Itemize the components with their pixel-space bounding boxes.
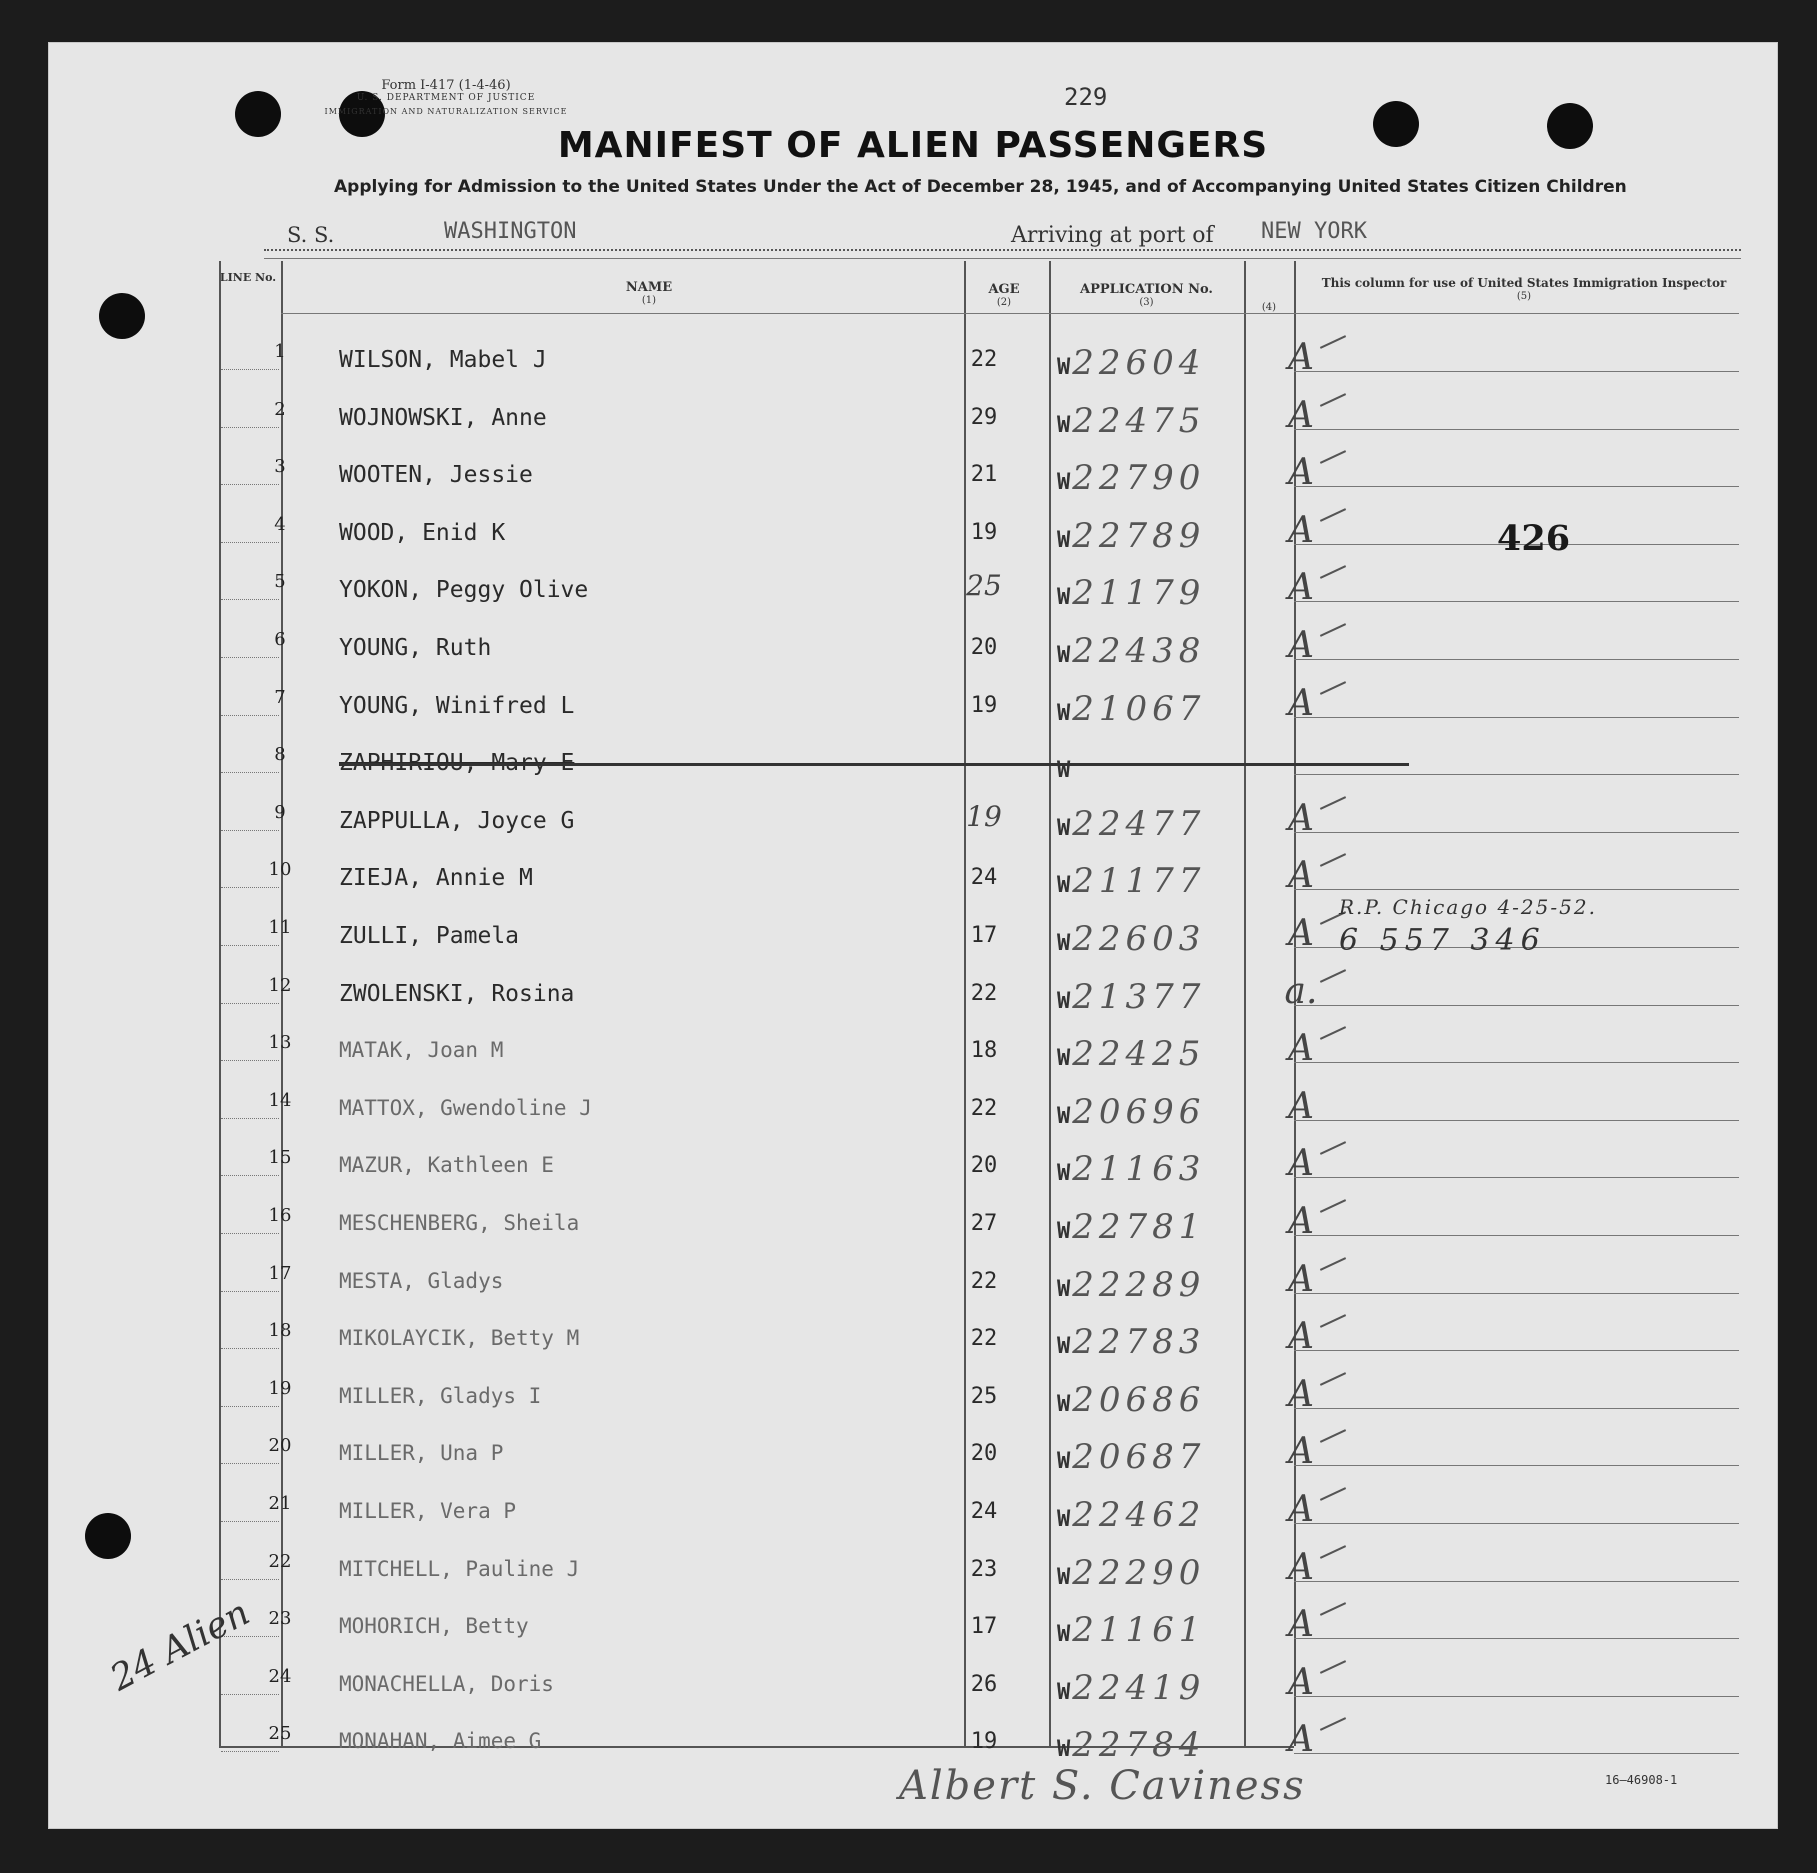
row-rule — [221, 1463, 279, 1464]
passenger-name: MITCHELL, Pauline J — [339, 1556, 580, 1581]
row-rule — [221, 427, 279, 428]
passenger-age: 24 — [970, 1499, 998, 1524]
application-prefix: W — [1057, 470, 1071, 496]
line-number: 8 — [274, 744, 286, 766]
row-rule — [1294, 1005, 1739, 1006]
application-digits: 21177 — [1072, 861, 1206, 902]
table-row — [49, 679, 1777, 727]
check-mark — [1320, 393, 1346, 407]
status-mark: A — [1288, 625, 1314, 666]
col-header-name: NAME (1) — [625, 280, 673, 306]
divider — [264, 258, 1741, 259]
application-prefix: W — [1057, 1391, 1071, 1417]
application-number — [1057, 689, 1205, 729]
line-number: 13 — [268, 1032, 292, 1054]
row-rule — [221, 369, 279, 370]
check-mark — [1320, 1430, 1346, 1444]
application-digits: 22784 — [1072, 1725, 1206, 1766]
application-number — [1057, 516, 1205, 556]
row-rule — [221, 887, 279, 888]
row-rule — [1294, 1523, 1739, 1524]
passenger-name: MOHORICH, Betty — [339, 1614, 529, 1639]
line-number: 15 — [268, 1147, 292, 1169]
status-mark: A — [1288, 682, 1314, 724]
passenger-age: 22 — [970, 1268, 998, 1294]
application-number — [1057, 1207, 1205, 1247]
table-row — [49, 1715, 1777, 1766]
application-digits: 21067 — [1072, 688, 1206, 729]
passenger-name: ZAPPULLA, Joyce G — [339, 807, 575, 834]
application-digits: 20696 — [1072, 1091, 1206, 1132]
table-row — [49, 967, 1777, 1015]
grid-line — [1049, 313, 1244, 314]
application-number — [1057, 746, 1072, 786]
table-row — [49, 563, 1777, 614]
status-mark: A — [1288, 337, 1314, 378]
table-row — [49, 1082, 1777, 1130]
check-mark — [1320, 1660, 1346, 1674]
application-number — [1057, 1092, 1205, 1132]
table-row — [49, 1370, 1777, 1418]
status-mark: A — [1288, 913, 1314, 954]
check-mark — [1320, 1718, 1346, 1732]
col-header-status: (4) — [1261, 302, 1277, 313]
application-number — [1057, 1380, 1205, 1420]
application-prefix: W — [1057, 585, 1071, 611]
application-digits: 22604 — [1072, 343, 1206, 383]
grid-line — [1294, 313, 1739, 314]
application-number — [1057, 631, 1205, 671]
row-rule — [221, 945, 279, 946]
passenger-name: MAZUR, Kathleen E — [339, 1153, 554, 1178]
check-mark — [1320, 566, 1346, 580]
passenger-name: ZIEJA, Annie M — [339, 865, 533, 892]
application-number — [1057, 919, 1205, 959]
check-mark — [1320, 1026, 1346, 1040]
application-prefix: W — [1057, 1046, 1071, 1072]
check-mark — [1320, 681, 1346, 695]
row-rule — [1294, 774, 1739, 775]
application-prefix: W — [1057, 1679, 1071, 1705]
table-row — [49, 391, 1777, 439]
passenger-age: 20 — [970, 1153, 998, 1179]
status-mark: A — [1288, 1258, 1314, 1300]
row-rule — [221, 542, 279, 543]
application-prefix: W — [1057, 1219, 1071, 1244]
check-mark — [1320, 969, 1346, 983]
row-rule — [221, 1175, 279, 1176]
strike-line — [339, 763, 1409, 766]
application-prefix: W — [1057, 700, 1071, 726]
row-rule — [1294, 1638, 1739, 1639]
application-digits: 22419 — [1072, 1667, 1206, 1708]
divider — [264, 249, 1741, 251]
application-digits: 22781 — [1072, 1207, 1206, 1247]
check-mark — [1320, 508, 1346, 522]
passenger-name: MATAK, Joan M — [339, 1038, 504, 1063]
passenger-age: 21 — [970, 462, 998, 488]
signature: Albert S. Caviness — [899, 1763, 1306, 1809]
line-number: 11 — [268, 917, 292, 938]
line-number: 25 — [268, 1723, 292, 1745]
passenger-age: 17 — [970, 923, 998, 948]
application-prefix: W — [1057, 1103, 1071, 1129]
line-number: 17 — [268, 1262, 292, 1284]
check-mark — [1320, 1199, 1346, 1213]
application-number — [1057, 861, 1205, 901]
check-mark — [1320, 1257, 1346, 1271]
line-number: 3 — [274, 456, 286, 478]
application-digits: 22425 — [1072, 1034, 1206, 1075]
row-rule — [1294, 486, 1739, 487]
table-row — [49, 1427, 1777, 1478]
check-mark — [1320, 335, 1346, 349]
passenger-age: 22 — [970, 980, 998, 1006]
application-digits: 21179 — [1072, 573, 1206, 614]
application-number — [1057, 1668, 1205, 1708]
application-number — [1057, 573, 1205, 613]
passenger-name: YOUNG, Ruth — [339, 635, 492, 661]
application-digits: 22603 — [1072, 919, 1206, 959]
grid-line — [281, 313, 964, 314]
status-mark: a. — [1284, 970, 1318, 1012]
passenger-name: MESCHENBERG, Sheila — [339, 1211, 580, 1235]
table-row — [49, 1024, 1777, 1075]
application-number — [1057, 1034, 1205, 1074]
check-mark — [1320, 450, 1346, 464]
table-row — [49, 333, 1777, 381]
check-mark — [1320, 1487, 1346, 1501]
passenger-age: 19 — [970, 1729, 998, 1755]
passenger-name: WILSON, Mabel J — [339, 347, 547, 373]
status-mark: A — [1288, 1604, 1314, 1646]
row-rule — [1294, 717, 1739, 718]
status-mark: A — [1288, 1316, 1314, 1358]
row-rule — [221, 1003, 279, 1004]
application-digits: 21377 — [1072, 976, 1206, 1017]
port-name: NEW YORK — [1261, 219, 1367, 244]
line-number: 5 — [274, 571, 286, 593]
page-number: 229 — [1064, 83, 1108, 111]
application-number — [1057, 458, 1205, 498]
form-number: Form I-417 (1-4-46) — [381, 78, 511, 93]
handwritten-note: R.P. Chicago 4-25-52. — [1339, 895, 1597, 919]
application-prefix: W — [1057, 873, 1071, 899]
application-prefix: W — [1057, 527, 1071, 553]
status-mark: A — [1288, 567, 1314, 609]
row-rule — [221, 599, 279, 600]
row-rule — [221, 1579, 279, 1580]
row-rule — [1294, 601, 1739, 602]
row-rule — [221, 1521, 279, 1522]
side-note: 24 Alien — [104, 1592, 257, 1700]
row-rule — [1294, 1350, 1739, 1351]
check-mark — [1320, 1142, 1346, 1156]
row-rule — [1294, 1120, 1739, 1121]
row-rule — [1294, 1696, 1739, 1697]
row-rule — [221, 1406, 279, 1407]
line-number: 1 — [274, 341, 286, 362]
stamp-number: 426 — [1497, 518, 1571, 559]
status-mark: A — [1288, 855, 1314, 897]
application-digits: 22462 — [1072, 1495, 1206, 1535]
passenger-age: 23 — [970, 1556, 998, 1582]
line-number: 16 — [268, 1205, 292, 1226]
application-digits: 22477 — [1072, 803, 1206, 844]
table-row — [49, 1543, 1777, 1591]
table-row — [49, 1197, 1777, 1245]
passenger-age: 22 — [970, 1095, 998, 1121]
table-row — [49, 1312, 1777, 1363]
application-digits: 20686 — [1072, 1379, 1206, 1420]
application-digits: 20687 — [1072, 1437, 1206, 1478]
application-prefix: W — [1057, 643, 1071, 668]
passenger-name: WOOD, Enid K — [339, 519, 506, 546]
application-number — [1057, 1322, 1205, 1362]
line-number: 12 — [268, 974, 292, 996]
check-mark — [1320, 1372, 1346, 1386]
status-mark: A — [1288, 509, 1314, 551]
line-number: 18 — [268, 1320, 292, 1342]
row-rule — [221, 657, 279, 658]
application-number — [1057, 804, 1205, 844]
application-digits: 22790 — [1072, 458, 1206, 499]
col-header-age: AGE (2) — [988, 282, 1020, 308]
passenger-name: ZWOLENSKI, Rosina — [339, 980, 575, 1007]
line-number: 19 — [268, 1377, 292, 1399]
table-row — [49, 1600, 1777, 1651]
passenger-name: ZAPHIRIOU, Mary E — [339, 750, 575, 777]
line-number: 24 — [268, 1665, 292, 1687]
grid-line — [1244, 313, 1294, 314]
manifest-page — [48, 42, 1778, 1829]
table-row — [49, 794, 1777, 842]
passenger-name: MILLER, Vera P — [339, 1499, 517, 1523]
status-mark: A — [1288, 1489, 1314, 1530]
line-number: 14 — [268, 1089, 292, 1111]
line-number: 22 — [268, 1550, 292, 1572]
row-rule — [1294, 429, 1739, 430]
line-number: 23 — [268, 1608, 292, 1630]
passenger-name: MILLER, Gladys I — [339, 1383, 542, 1408]
arriving-label: Arriving at port of — [1011, 223, 1214, 248]
status-mark: A — [1288, 1028, 1314, 1070]
application-prefix: W — [1057, 1622, 1071, 1648]
application-digits: 22438 — [1072, 631, 1206, 671]
row-rule — [1294, 1235, 1739, 1236]
application-number — [1057, 1495, 1205, 1535]
row-rule — [221, 1348, 279, 1349]
application-prefix: W — [1057, 355, 1071, 380]
row-rule — [1294, 659, 1739, 660]
application-number — [1057, 1265, 1205, 1305]
application-prefix: W — [1057, 1161, 1071, 1187]
row-rule — [221, 1118, 279, 1119]
row-rule — [1294, 1408, 1739, 1409]
passenger-age: 25 — [970, 1383, 998, 1409]
passenger-name: YOUNG, Winifred L — [339, 692, 575, 719]
passenger-name: MATTOX, Gwendoline J — [339, 1095, 592, 1120]
application-number — [1057, 977, 1205, 1017]
form-code: 16—46908-1 — [1605, 1773, 1678, 1787]
status-mark: A — [1288, 797, 1314, 839]
application-prefix: W — [1057, 815, 1071, 841]
col-header-line: LINE No. — [219, 271, 277, 284]
table-row — [49, 1139, 1777, 1190]
application-digits: 22475 — [1072, 400, 1206, 441]
check-mark — [1320, 1545, 1346, 1559]
table-row — [49, 851, 1777, 902]
application-prefix: W — [1057, 1507, 1071, 1532]
application-prefix: W — [1057, 1276, 1071, 1302]
department: U. S. DEPARTMENT OF JUSTICE — [356, 93, 536, 103]
row-rule — [1294, 1177, 1739, 1178]
row-rule — [1294, 1062, 1739, 1063]
row-rule — [221, 1751, 279, 1752]
status-mark: A — [1288, 1546, 1314, 1588]
handwritten-note: 6 557 346 — [1339, 923, 1546, 958]
application-number — [1057, 1553, 1205, 1593]
passenger-age: 18 — [970, 1038, 998, 1064]
row-rule — [1294, 1293, 1739, 1294]
application-number — [1057, 1437, 1205, 1477]
line-number: 6 — [274, 629, 286, 650]
passenger-age: 27 — [970, 1211, 998, 1236]
table-row — [49, 448, 1777, 499]
passenger-age: 19 — [970, 692, 998, 718]
passenger-name: MESTA, Gladys — [339, 1268, 504, 1293]
grid-line — [964, 313, 1049, 314]
application-digits: 22289 — [1072, 1264, 1206, 1305]
passenger-age: 22 — [970, 1326, 998, 1352]
line-number: 20 — [268, 1435, 292, 1457]
application-number — [1057, 1149, 1205, 1189]
check-mark — [1320, 854, 1346, 868]
application-prefix: W — [1057, 758, 1071, 784]
page-subtitle: Applying for Admission to the United States Under the Act of December 28, 1945, and of Accompanying United States Citizen Children — [334, 177, 1627, 197]
row-rule — [1294, 832, 1739, 833]
application-digits: 21163 — [1072, 1149, 1206, 1190]
application-prefix: W — [1057, 988, 1071, 1014]
page-title: MANIFEST OF ALIEN PASSENGERS — [557, 125, 1269, 166]
application-digits: 22290 — [1072, 1552, 1206, 1593]
table-row — [49, 1485, 1777, 1533]
row-rule — [1294, 1465, 1739, 1466]
passenger-age: 19 — [970, 519, 998, 545]
check-mark — [1320, 623, 1346, 637]
ship-label: S. S. — [287, 223, 335, 247]
application-prefix: W — [1057, 1564, 1071, 1590]
service: IMMIGRATION AND NATURALIZATION SERVICE — [324, 107, 568, 116]
table-row — [49, 736, 1777, 784]
status-mark: A — [1288, 1719, 1314, 1761]
row-rule — [221, 1694, 279, 1695]
check-mark — [1320, 1314, 1346, 1328]
status-mark: A — [1288, 1431, 1314, 1473]
application-digits: 22783 — [1072, 1322, 1206, 1363]
passenger-age: 20 — [970, 635, 998, 660]
table-row — [49, 1255, 1777, 1303]
status-mark: A — [1288, 1085, 1314, 1127]
row-rule — [1294, 371, 1739, 372]
row-rule — [1294, 1581, 1739, 1582]
col-header-application: APPLICATION No. (3) — [1080, 282, 1213, 308]
line-number: 21 — [268, 1493, 292, 1514]
line-number: 7 — [274, 686, 286, 708]
ship-name: WASHINGTON — [444, 219, 577, 244]
passenger-age: 24 — [970, 865, 998, 891]
check-mark — [1320, 796, 1346, 810]
passenger-name: MIKOLAYCIK, Betty M — [339, 1326, 580, 1351]
application-number — [1057, 1725, 1205, 1765]
status-mark: A — [1288, 1201, 1314, 1242]
table-row — [49, 1658, 1777, 1706]
passenger-name: MONACHELLA, Doris — [339, 1671, 554, 1696]
application-prefix: W — [1057, 412, 1071, 438]
row-rule — [221, 1233, 279, 1234]
application-prefix: W — [1057, 931, 1071, 956]
application-number — [1057, 343, 1205, 383]
passenger-age: 22 — [970, 347, 998, 372]
passenger-name: WOJNOWSKI, Anne — [339, 404, 547, 431]
application-digits: 22789 — [1072, 515, 1206, 556]
passenger-name: YOKON, Peggy Olive — [339, 577, 589, 604]
passenger-name: WOOTEN, Jessie — [339, 462, 533, 489]
passenger-age: 29 — [970, 404, 998, 430]
application-number — [1057, 401, 1205, 441]
check-mark — [1320, 1602, 1346, 1616]
status-mark: A — [1288, 1373, 1314, 1415]
passenger-age: 25 — [966, 569, 1002, 603]
row-rule — [1294, 889, 1739, 890]
line-number: 2 — [274, 398, 286, 420]
application-prefix: W — [1057, 1334, 1071, 1360]
application-digits: 21161 — [1072, 1610, 1206, 1651]
line-number: 9 — [274, 801, 286, 823]
status-mark: A — [1288, 1661, 1314, 1703]
line-number: 4 — [274, 513, 286, 535]
passenger-age: 26 — [970, 1671, 998, 1697]
passenger-name: MONAHAN, Aimee G — [339, 1729, 542, 1754]
row-rule — [221, 715, 279, 716]
row-rule — [221, 830, 279, 831]
passenger-name: MILLER, Una P — [339, 1441, 504, 1466]
row-rule — [221, 484, 279, 485]
form-info — [281, 79, 611, 118]
application-number — [1057, 1610, 1205, 1650]
passenger-name: ZULLI, Pamela — [339, 923, 520, 949]
status-mark: A — [1288, 394, 1314, 436]
application-prefix: W — [1057, 1737, 1071, 1763]
col-header-inspector: This column for use of United States Immigration Inspector (5) — [1321, 276, 1727, 302]
status-mark: A — [1288, 1143, 1314, 1185]
row-rule — [221, 1291, 279, 1292]
row-rule — [221, 772, 279, 773]
application-prefix: W — [1057, 1449, 1071, 1475]
line-number: 10 — [268, 859, 292, 881]
table-row — [49, 621, 1777, 669]
passenger-age: 19 — [966, 799, 1002, 833]
status-mark: A — [1288, 452, 1314, 494]
row-rule — [1294, 1753, 1739, 1754]
passenger-age: 20 — [970, 1441, 998, 1467]
row-rule — [221, 1060, 279, 1061]
passenger-age: 17 — [970, 1614, 998, 1640]
